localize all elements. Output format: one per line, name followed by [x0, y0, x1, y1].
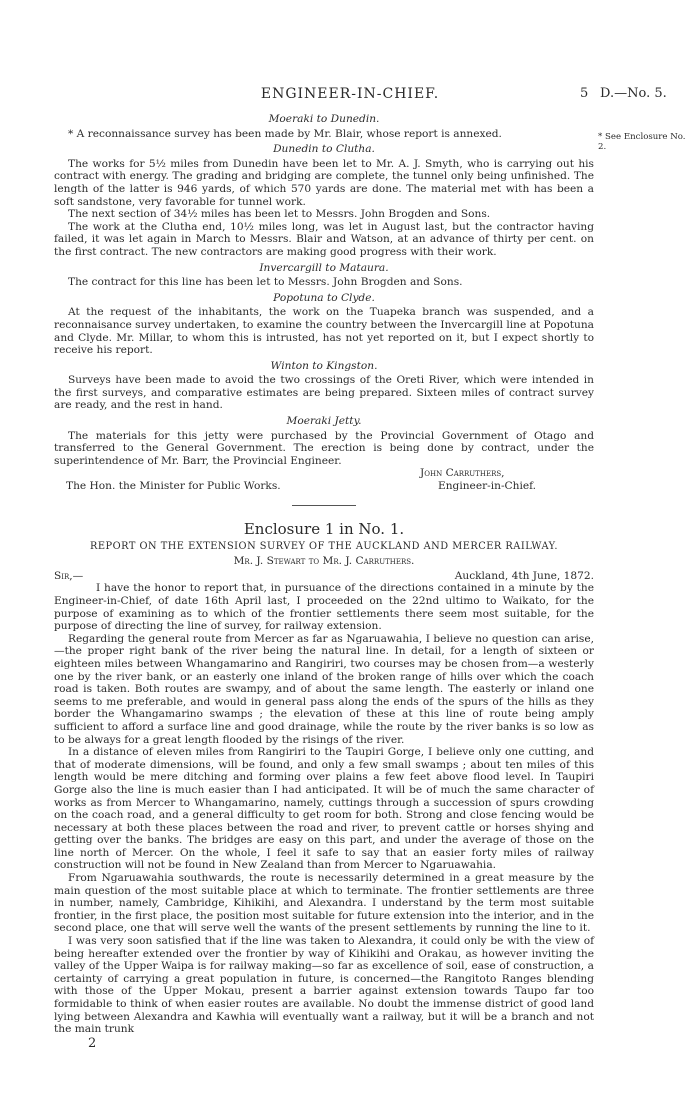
paragraph: I was very soon satisfied that if the line was taken to Alexandra, it could only be with the view of being hereafter extended over the frontier by way of Kihikihi and Orakau, as however inviting the valley of the Upper Waipa is for railway making—so far as excellence of soil, ease of construction, a certainty of carrying a great population in future, is concerned—the Rangitoto Ranges blending with those of the Upper Mokau, present a barrier against extension towards Taupo far too formidable to think of when easier routes are available. No doubt the immense district of good land lying between Alexandra and Kawhia will eventually want a railway, but it will be a branch and not the main trunk: [54, 935, 594, 1036]
paragraph: The materials for this jetty were purchased by the Provincial Government of Otago and transferred to the General Government. The erection is being done by contract, under the superintendence of Mr. Barr, the Provincial Engineer.: [54, 429, 594, 467]
signatory-name: John Carruthers,: [420, 467, 505, 480]
signature-name-row: [54, 467, 594, 480]
salutation-row: [54, 570, 594, 583]
margin-note: * See Enclosure No. 2.: [598, 132, 686, 152]
paragraph: The works for 5½ miles from Dunedin have been let to Mr. A. J. Smyth, who is carrying out his contract with energy. The grading and bridging are complete, the tunnel only being unfinished. The length of the latter is 946 yards, of which 570 yards are done. The material met with has been a soft sandstone, very favorable for tunnel work.: [54, 157, 594, 208]
section-heading: Moeraki Jetty.: [286, 415, 362, 428]
signatory-title: Engineer-in-Chief.: [438, 480, 537, 493]
paragraph: I have the honor to report that, in pursuance of the directions contained in a minute by the Engineer-in-Chief, of date 16th April last, I proceeded on the 22nd ultimo to Waikato, for the purpose of examining as to which of the frontier settlements there seem most suitable, for the purpose of directing the line of survey, for railway extension.: [54, 582, 594, 633]
paragraph: In a distance of eleven miles from Rangiriri to the Taupiri Gorge, I believe only one cutting, and that of moderate dimensions, will be found, and only a few small swamps ; about ten miles of this length would be mere ditching and forming over plains a few feet above flood level. In Taupiri Gorge also the line is much easier than I had anticipated. It will be of much the same character of works as from Mercer to Whangamarino, namely, cuttings through a succession of spurs crowding on the coach road, and a general difficulty to get room for both. Strong and close fencing would be necessary at both these places between the road and river, to prevent cattle or horses shying and getting over the banks. The bridges are easy on this part, and under the average of those on the line north of Mercer. On the whole, I feel it safe to say that an easier forty miles of railway construction will not be found in New Zealand than from Mercer to Ngaruawahia.: [54, 746, 594, 872]
section-heading: Popotuna to Clyde.: [273, 291, 375, 304]
paragraph: The next section of 34½ miles has been let to Messrs. John Brogden and Sons.: [68, 208, 491, 221]
salutation: Sir,—: [54, 569, 84, 582]
addressee: The Hon. the Minister for Public Works.: [66, 480, 281, 493]
folio-number: 2: [88, 1036, 97, 1051]
paragraph: * A reconnaissance survey has been made by Mr. Blair, whose report is annexed.: [68, 127, 502, 140]
body-text: [54, 110, 594, 1036]
paragraph: From Ngaruawahia southwards, the route is necessarily determined in a great measure by the main question of the most suitable place at which to terminate. The frontier settlements are three in number, namely, Cambridge, Kihikihi, and Alexandra. I understand by the term most suitable frontier, in the first place, the position most suitable for future extension into the interior, and in the second place, one that will serve well the wants of the present settlements by running the line to it.: [54, 872, 594, 935]
section-heading: Moeraki to Dunedin.: [268, 113, 380, 125]
document-reference: D.—No. 5.: [600, 86, 667, 101]
page-number: 5: [580, 86, 589, 101]
page-header: [0, 86, 700, 104]
report-title: REPORT ON THE EXTENSION SURVEY OF THE AUCKLAND AND MERCER RAILWAY.: [90, 540, 558, 552]
paragraph: The contract for this line has been let to Messrs. John Brogden and Sons.: [68, 276, 463, 289]
paragraph: At the request of the inhabitants, the work on the Tuapeka branch was suspended, and a reconnaisance survey undertaken, to examine the country between the Invercargill line at Popotuna and Clyde. Mr. Millar, to whom this is intrusted, has not yet reported on it, but I expect shortly to receive his report.: [54, 306, 594, 357]
section-divider: [292, 505, 356, 506]
section-heading: Winton to Kingston.: [270, 359, 378, 372]
running-title: ENGINEER-IN-CHIEF.: [260, 86, 440, 102]
signature-title-row: [54, 480, 594, 493]
place-date: Auckland, 4th June, 1872.: [454, 569, 594, 582]
paragraph: Regarding the general route from Mercer as far as Ngaruawahia, I believe no question can arise,—the proper right bank of the river being the natural line. In detail, for a length of sixteen or eighteen miles between Whangamarino and Rangiriri, two courses may be chosen from—a westerly one by the river bank, or an easterly one inland of the broken range of hills over which the coach road is taken. Both routes are swampy, and of about the same length. The easterly or inland one seems to me preferable, and would in general pass along the ends of the spurs of the hills as they border the Whangamarino swamps ; the elevation of these at this line of route being amply sufficient to afford a surface line and good drainage, while the route by the river banks is so low as to be always for a great length flooded by the risings of the river.: [54, 632, 594, 746]
paragraph: Surveys have been made to avoid the two crossings of the Oreti River, which were intended in the first surveys, and comparative estimates are being prepared. Sixteen miles of contract survey are ready, and the rest in hand.: [54, 374, 594, 412]
enclosure-title: Enclosure 1 in No. 1.: [243, 519, 405, 538]
section-heading: Dunedin to Clutha.: [273, 143, 375, 156]
section-heading: Invercargill to Mataura.: [259, 261, 389, 274]
paragraph: The work at the Clutha end, 10½ miles long, was let in August last, but the contractor having failed, it was let again in March to Messrs. Blair and Watson, at an advance of thirty per cent. on the first contract. The new contractors are making good progress with their work.: [54, 220, 594, 258]
correspondents: Mr. J. Stewart to Mr. J. Carruthers.: [233, 555, 415, 568]
